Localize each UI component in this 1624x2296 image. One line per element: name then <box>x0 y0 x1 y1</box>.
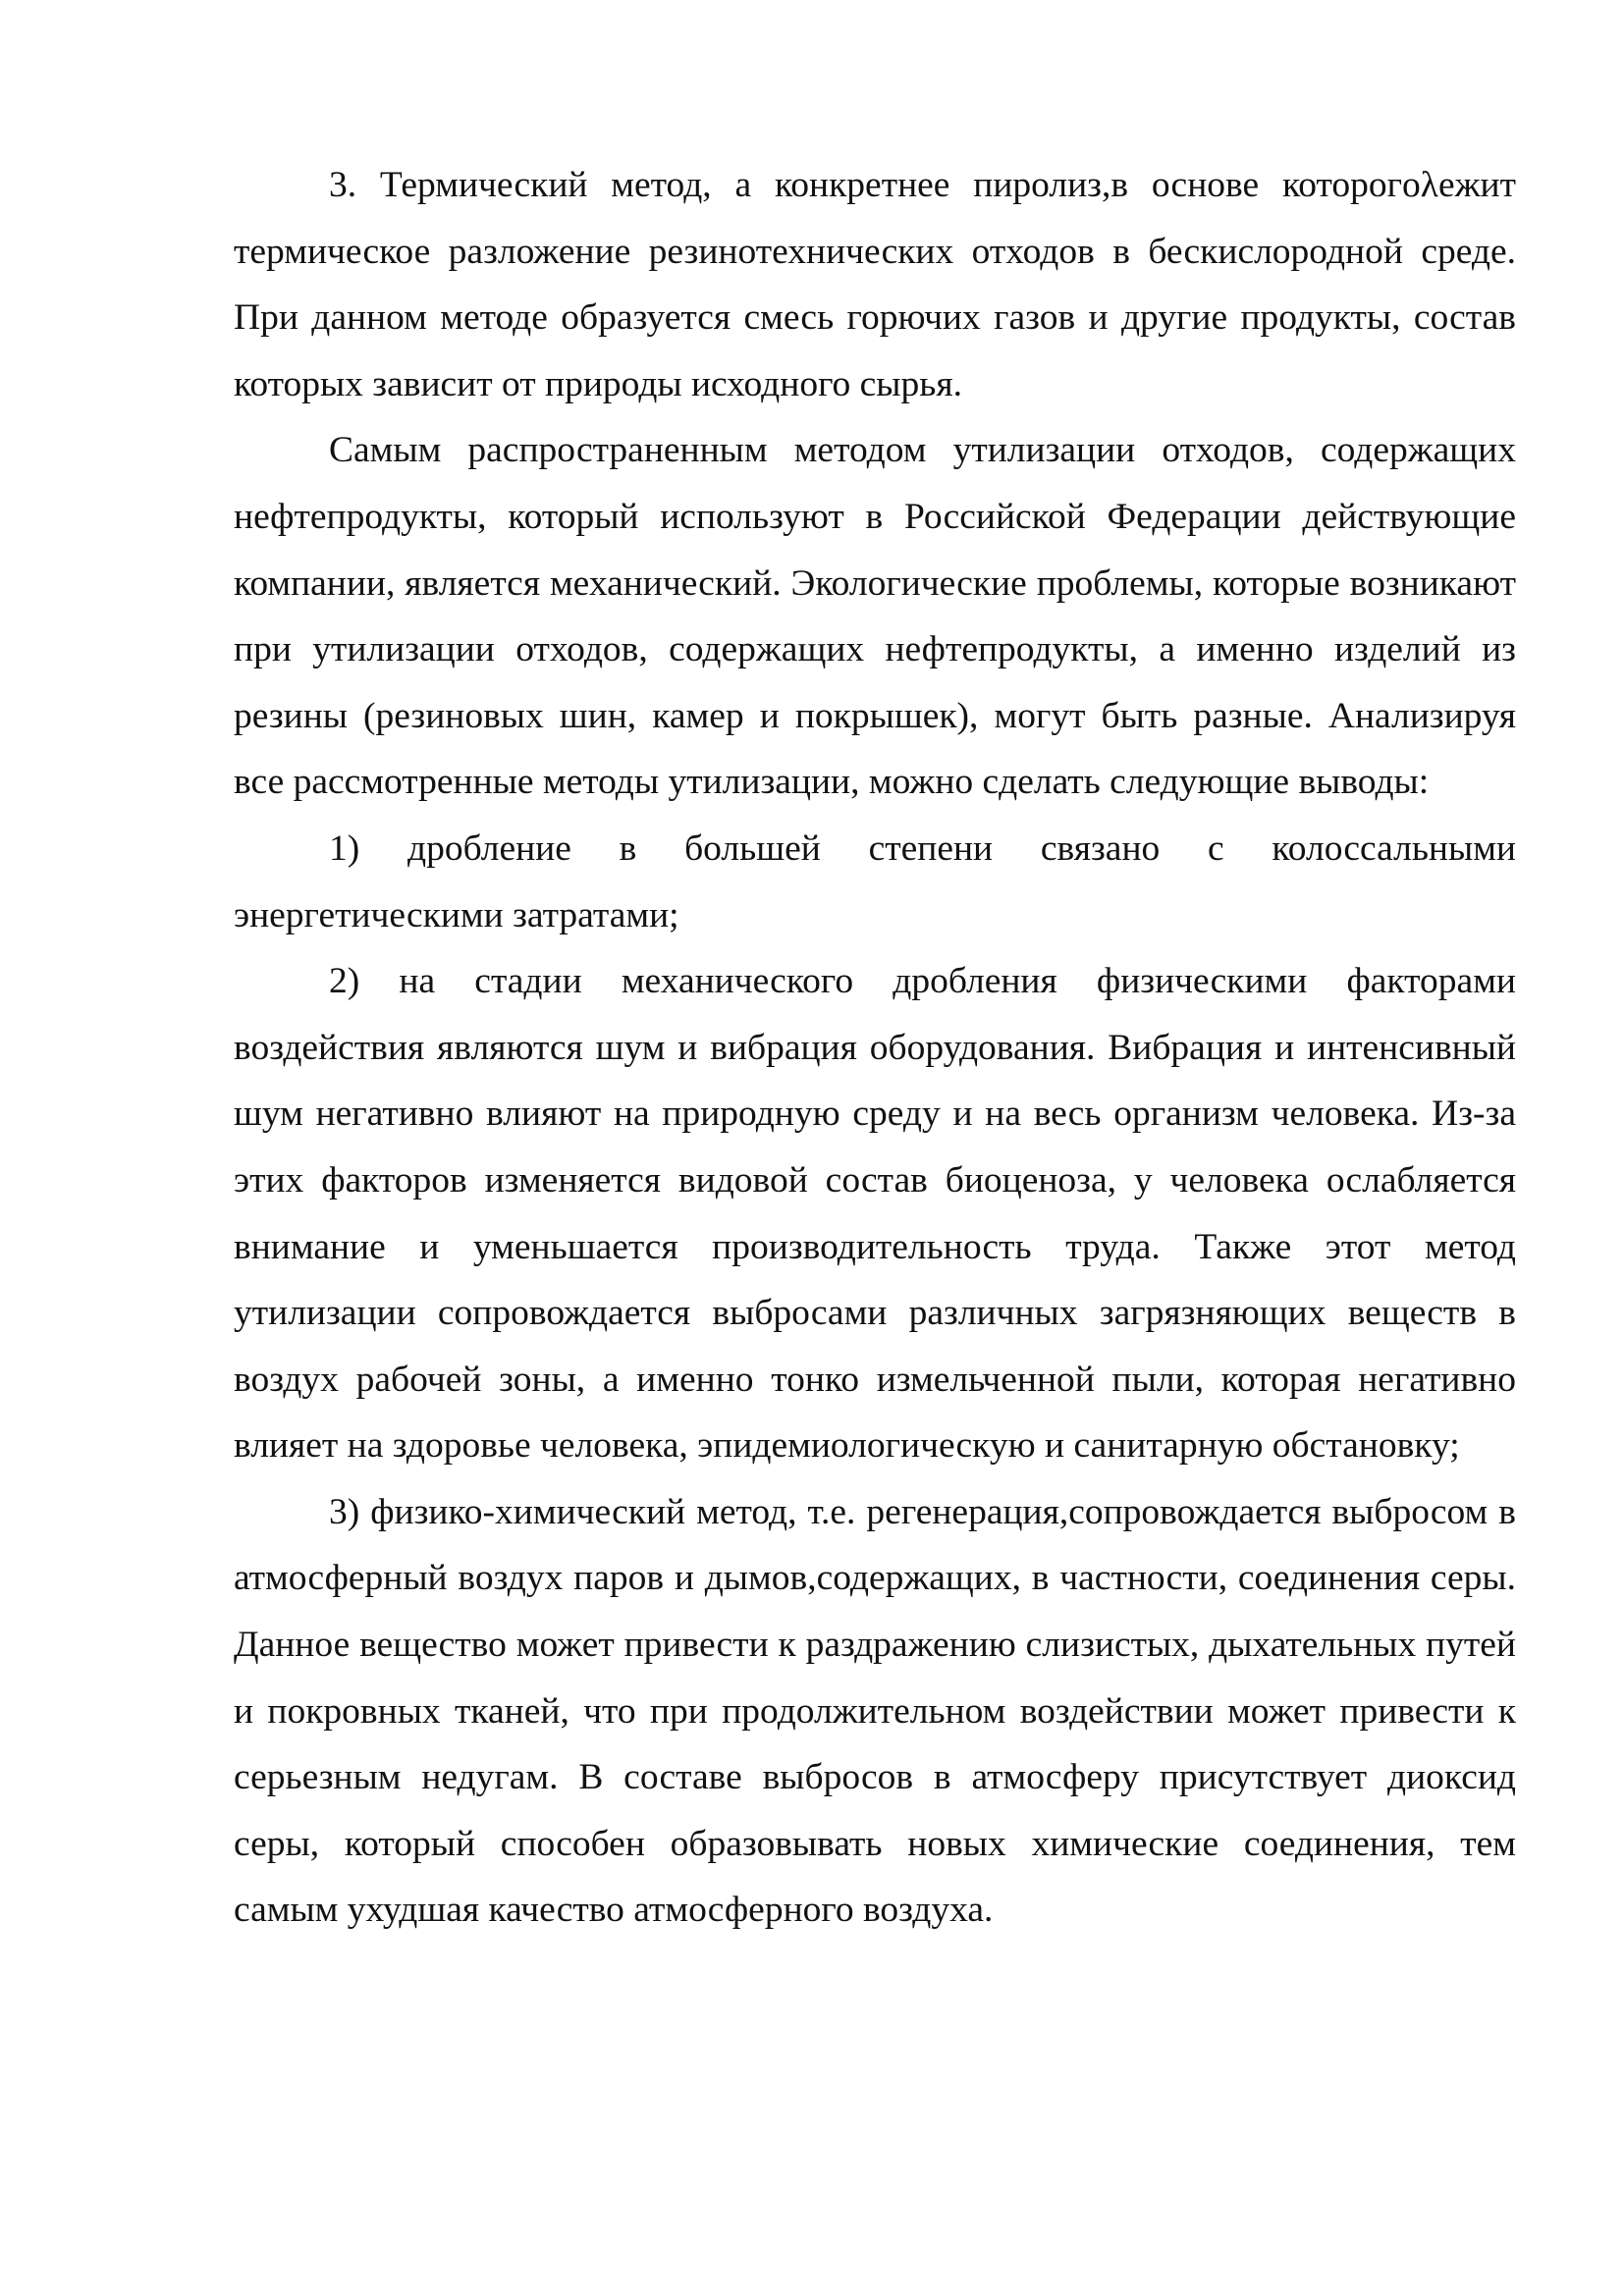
paragraph-thermal-method: 3. Термический метод, а конкретнее пиролиз,в основе которогολежит термическое разложение резинотехнических отходов в бескислородной среде. При данном методе образуется смесь горючих газов и другие продукты, состав которых зависит от природы исходного сырья. <box>234 165 1516 404</box>
paragraph-conclusion-2: 2) на стадии механического дробления физическими факторами воздействия являются шум и вибрация оборудования. Вибрация и интенсивный шум негативно влияют на природную среду и на весь организм человека. Из-за этих факторов изменяется видовой состав биоценоза, у человека ослабляется внимание и уменьшается производительность труда. Также этот метод утилизации сопровождается выбросами различных загрязняющих веществ в воздух рабочей зоны, а именно тонко измельченной пыли, которая негативно влияет на здоровье человека, эпидемиологическую и санитарную обстановку; <box>234 961 1516 1467</box>
paragraph-common-method: Самым распространенным методом утилизации отходов, содержащих нефтепродукты, который используют в Российской Федерации действующие компании, является механический. Экологические проблемы, которые возникают при утилизации отходов, содержащих нефтепродукты, а именно изделий из резины (резиновых шин, камер и покрышек), могут быть разные. Анализируя все рассмотренные методы утилизации, можно сделать следующие выводы: <box>234 430 1516 803</box>
paragraph-conclusion-3: 3) физико-химический метод, т.е. регенерация,сопровождается выбросом в атмосферный воздух паров и дымов,содержащих, в частности, соединения серы. Данное вещество может привести к раздражению слизистых, дыхательных путей и покровных тканей, что при продолжительном воздействии может привести к серьезным недугам. В составе выбросов в атмосферу присутствует диоксид серы, который способен образовывать новых химические соединения, тем самым ухудшая качество атмосферного воздуха. <box>234 1491 1516 1931</box>
paragraph-conclusion-1: 1) дробление в большей степени связано с колоссальными энергетическими затратами; <box>234 828 1516 935</box>
document-page <box>234 152 1516 1944</box>
